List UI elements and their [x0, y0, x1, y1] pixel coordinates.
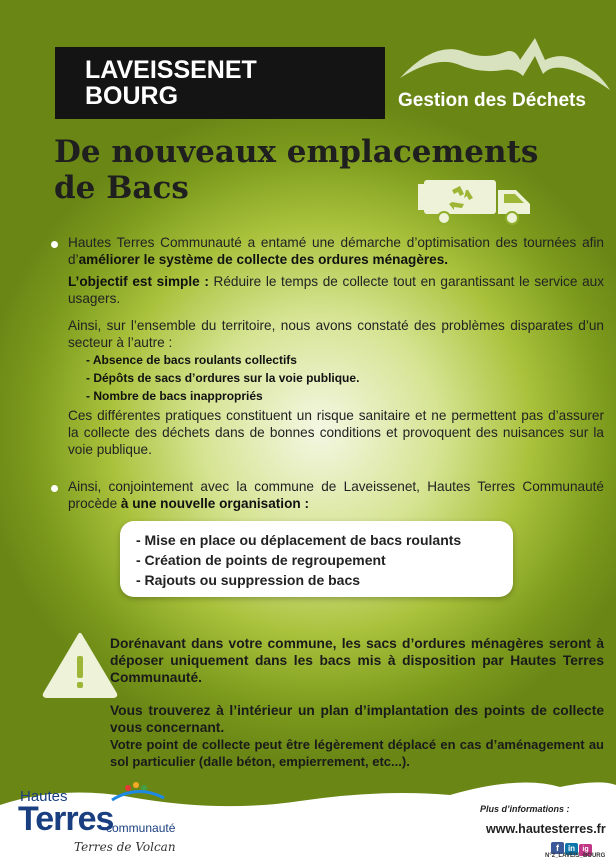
headline-line1: De nouveaux emplacements [54, 134, 539, 170]
recycling-truck-icon [416, 176, 534, 226]
logo-swoosh-icon [108, 780, 168, 802]
organisation-paragraph [68, 478, 604, 512]
action-item: - Rajouts ou suppression de bacs [136, 572, 361, 588]
instagram-icon[interactable]: ig [579, 844, 592, 856]
notice-paragraph-3: Votre point de collecte peut être légèrement déplacé en cas d’aménagement au sol particulier (dalle béton, empierrement, etc...). [110, 737, 604, 769]
brand-title: Gestion des Déchets [398, 90, 586, 111]
location-title-box [55, 47, 385, 119]
actions-box [120, 521, 513, 597]
intro-paragraph [68, 234, 604, 268]
more-info-label: Plus d’informations : [480, 804, 570, 814]
hautes-terres-logo[interactable] [18, 778, 188, 860]
risks-paragraph: Ces différentes pratiques constituent un risque sanitaire et ne permettent pas d’assurer la collecte des déchets dans de bonnes conditions et provoquent des nuisances sur la voie publique. [68, 408, 604, 457]
objective-paragraph [68, 273, 604, 307]
website-link[interactable]: www.hautesterres.fr [486, 822, 606, 836]
location-title-line2: BOURG [85, 82, 179, 110]
organisation-text: Ainsi, conjointement avec la commune de Laveissenet, Hautes Terres Communauté procède [68, 479, 604, 511]
problem-item: - Nombre de bacs inappropriés [86, 389, 263, 403]
problem-item: - Dépôts de sacs d’ordures sur la voie publique. [86, 371, 360, 385]
headline-line2: de Bacs [54, 170, 189, 206]
mountains-logo-icon [395, 30, 615, 92]
warning-icon [42, 632, 118, 698]
bullet-dot [51, 485, 58, 492]
facebook-icon[interactable]: f [551, 842, 564, 854]
linkedin-icon[interactable]: in [565, 843, 578, 855]
intro-text: Hautes Terres Communauté a entamé une démarche d’optimisation des tournées afin d’ [68, 235, 604, 267]
location-title-line1: LAVEISSENET [85, 56, 257, 84]
objective-text: Réduire le temps de collecte tout en garantissant le service aux usagers. [68, 274, 604, 306]
intro-highlight: améliorer le système de collecte des ordures ménagères. [78, 252, 449, 267]
logo-communaute: communauté [106, 821, 176, 835]
bullet-dot [51, 241, 58, 248]
organisation-highlight: à une nouvelle organisation : [120, 496, 309, 511]
notice-paragraph-2: Vous trouverez à l’intérieur un plan d’implantation des points de collecte vous concernant. [110, 703, 604, 735]
problems-intro: Ainsi, sur l’ensemble du territoire, nous avons constaté des problèmes disparates d’un secteur à l’autre : [68, 318, 604, 350]
notice-paragraph-1: Dorénavant dans votre commune, les sacs d’ordures ménagères seront à déposer uniquement dans les bacs mis à disposition par Hautes Terres Communauté. [110, 636, 604, 685]
objective-label: L’objectif est simple : [68, 274, 209, 289]
problem-item: - Absence de bacs roulants collectifs [86, 353, 297, 367]
logo-tagline: Terres de Volcan [74, 840, 176, 854]
action-item: - Mise en place ou déplacement de bacs roulants [136, 532, 462, 548]
logo-terres: Terres [18, 800, 114, 838]
document-reference: N°2_LAVEIS_BOURG [545, 853, 606, 859]
logo-hautes: Hautes [20, 788, 68, 805]
action-item: - Création de points de regroupement [136, 552, 386, 568]
